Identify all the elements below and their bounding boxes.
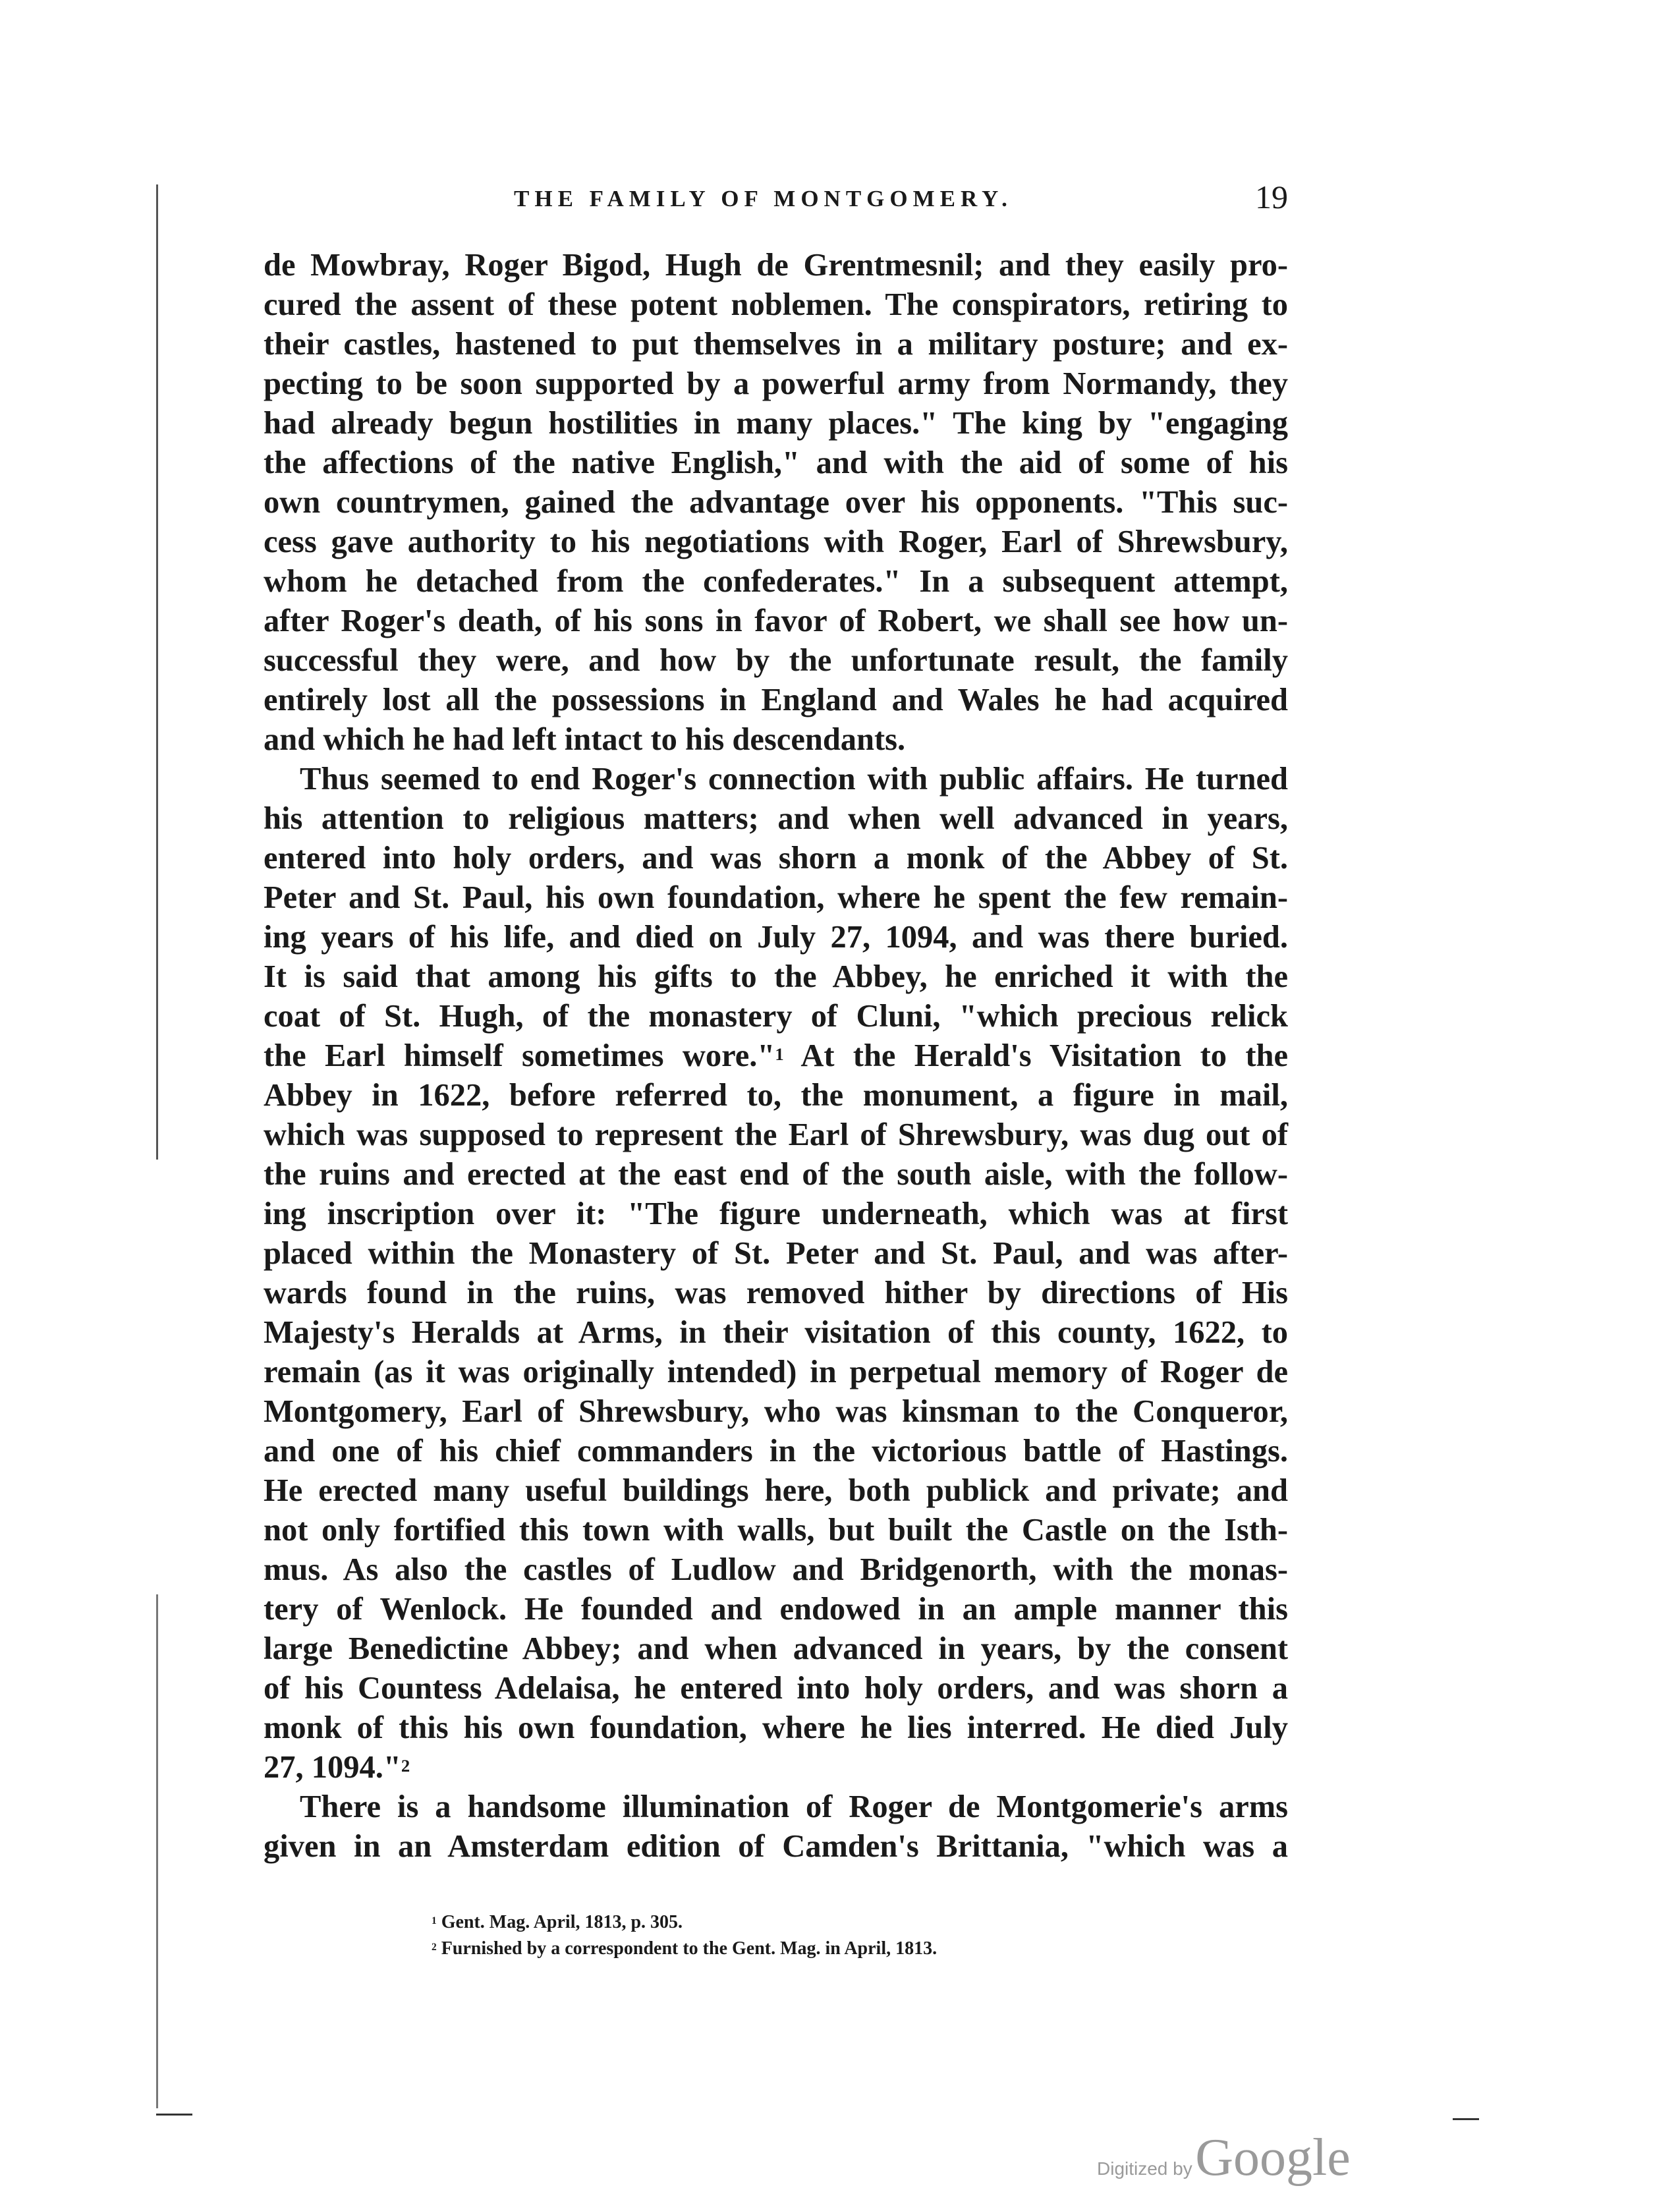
running-head: THE FAMILY OF MONTGOMERY.: [514, 186, 1013, 211]
footnotes: [432, 1909, 1156, 1962]
watermark-prefix: Digitized by: [1097, 2158, 1192, 2179]
text-segment: 27, 1094.": [264, 1750, 401, 1785]
text-line: which was supposed to represent the Earl of Shrewsbury, was dug out of: [264, 1117, 1288, 1152]
text-line: ing inscription over it: "The figure underneath, which was at first: [264, 1196, 1288, 1231]
text-line: successful they were, and how by the unfortunate result, the family: [264, 643, 1288, 678]
text-line: Thus seemed to end Roger's connection with public affairs. He turned: [300, 762, 1288, 797]
text-line: and which he had left intact to his descendants.: [264, 722, 906, 757]
text-line: not only fortified this town with walls, but built the Castle on the Isth-: [264, 1513, 1288, 1548]
text-segment: At the Herald's Visitation to the: [783, 1038, 1288, 1073]
text-line: mus. As also the castles of Ludlow and Bridgenorth, with the monas-: [264, 1552, 1288, 1587]
scan-margin-line-lower: [156, 1594, 158, 2108]
text-line: cess gave authority to his negotiations with Roger, Earl of Shrewsbury,: [264, 524, 1288, 559]
digitized-watermark: [1097, 2128, 1351, 2188]
text-line: whom he detached from the confederates." In a subsequent attempt,: [264, 564, 1288, 599]
footnote-text: Gent. Mag. April, 1813, p. 305.: [441, 1912, 683, 1932]
text-line: own countrymen, gained the advantage over his opponents. "This suc-: [264, 485, 1288, 520]
body-text: [264, 246, 1288, 1866]
page-header: [264, 178, 1288, 224]
footnote-ref: 2: [401, 1756, 410, 1776]
text-line: of his Countess Adelaisa, he entered into holy orders, and was shorn a: [264, 1671, 1288, 1706]
text-line: Montgomery, Earl of Shrewsbury, who was kinsman to the Conqueror,: [264, 1394, 1288, 1429]
footnote-text: Furnished by a correspondent to the Gent. Mag. in April, 1813.: [441, 1938, 938, 1959]
scan-margin-line: [156, 184, 158, 1160]
footnote: [432, 1909, 1156, 1936]
footnote-mark: 1: [432, 1915, 437, 1927]
google-logo: Google: [1195, 2129, 1351, 2187]
text-line: after Roger's death, of his sons in favor of Robert, we shall see how un-: [264, 603, 1288, 638]
text-line: wards found in the ruins, was removed hither by directions of His: [264, 1276, 1288, 1310]
footnote-ref: 1: [775, 1044, 784, 1065]
text-line: the ruins and erected at the east end of the south aisle, with the follow-: [264, 1157, 1288, 1192]
scan-corner-mark: [156, 2114, 192, 2116]
text-line: pecting to be soon supported by a powerful army from Normandy, they: [264, 366, 1288, 401]
text-line-with-footnote: [264, 1036, 1288, 1076]
text-line: the affections of the native English," and with the aid of some of his: [264, 445, 1288, 480]
text-line: his attention to religious matters; and when well advanced in years,: [264, 801, 1288, 836]
text-line: given in an Amsterdam edition of Camden's Brittania, "which was a: [264, 1829, 1288, 1864]
text-line: Majesty's Heralds at Arms, in their visitation of this county, 1622, to: [264, 1315, 1288, 1350]
text-line: entered into holy orders, and was shorn a monk of the Abbey of St.: [264, 841, 1288, 876]
text-line: monk of this his own foundation, where he lies interred. He died July: [264, 1710, 1288, 1745]
text-line: Abbey in 1622, before referred to, the monument, a figure in mail,: [264, 1078, 1288, 1113]
text-line: tery of Wenlock. He founded and endowed in an ample manner this: [264, 1592, 1288, 1627]
text-line: had already begun hostilities in many places." The king by "engaging: [264, 406, 1288, 441]
text-line: He erected many useful buildings here, both publick and private; and: [264, 1473, 1288, 1508]
text-line: coat of St. Hugh, of the monastery of Cluni, "which precious relick: [264, 999, 1288, 1034]
text-line: There is a handsome illumination of Roger de Montgomerie's arms: [300, 1789, 1288, 1824]
text-segment: the Earl himself sometimes wore.": [264, 1038, 775, 1073]
text-line: their castles, hastened to put themselves in a military posture; and ex-: [264, 327, 1288, 362]
footnote: [432, 1936, 1156, 1962]
text-line: and one of his chief commanders in the victorious battle of Hastings.: [264, 1434, 1288, 1469]
page-number: 19: [1255, 179, 1288, 215]
text-line: cured the assent of these potent noblemen. The conspirators, retiring to: [264, 287, 1288, 322]
text-line-with-footnote: [264, 1748, 1288, 1787]
text-line: Peter and St. Paul, his own foundation, where he spent the few remain-: [264, 880, 1288, 915]
footnote-mark: 2: [432, 1942, 437, 1953]
text-line: ing years of his life, and died on July 27, 1094, and was there buried.: [264, 920, 1288, 955]
text-line: large Benedictine Abbey; and when advanced in years, by the consent: [264, 1631, 1288, 1666]
scan-edge-mark: [1453, 2118, 1479, 2120]
text-line: placed within the Monastery of St. Peter and St. Paul, and was after-: [264, 1236, 1288, 1271]
text-line: entirely lost all the possessions in England and Wales he had acquired: [264, 683, 1288, 717]
text-line: de Mowbray, Roger Bigod, Hugh de Grentmesnil; and they easily pro-: [264, 248, 1288, 283]
text-line: It is said that among his gifts to the Abbey, he enriched it with the: [264, 959, 1288, 994]
text-line: remain (as it was originally intended) in perpetual memory of Roger de: [264, 1355, 1288, 1389]
